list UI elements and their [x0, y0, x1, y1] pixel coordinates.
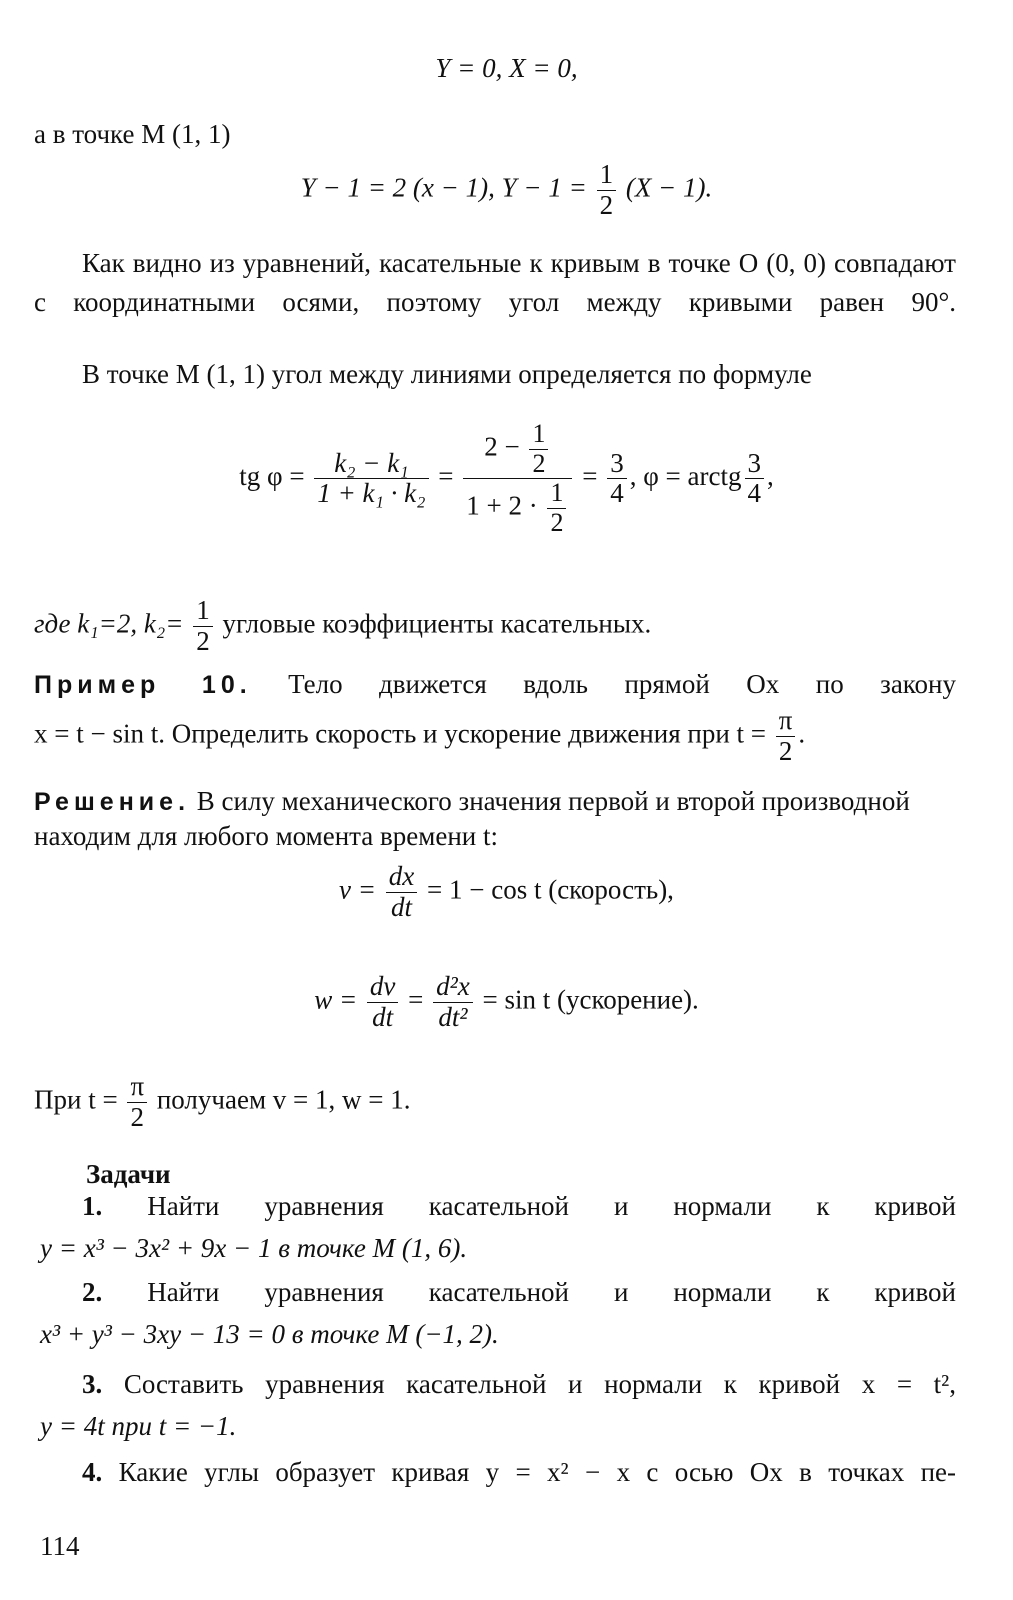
task-1-line2: y = x³ − 3x² + 9x − 1 в точке M (1, 6). [40, 1233, 468, 1263]
fraction-dx-dt: $\frac{dx}{dt}$ [386, 862, 417, 922]
fraction-inner-half-denominator: $\frac{1}{2}$ [547, 479, 566, 537]
equation-tangent-M: Y − 1 = 2 (x − 1), Y − 1 = $\frac{1}{2}$ (X − 1). [300, 159, 713, 220]
fraction-arctg-argument: $\frac{3}{4}$ [745, 449, 765, 509]
intro-point-M: а в точке M (1, 1) [34, 119, 231, 149]
fraction-pi-half-result: $\frac{\pi}{2}$ [127, 1072, 147, 1132]
fraction-one-half: $\frac{1}{2}$ [597, 160, 617, 220]
fraction-three-quarters: $\frac{3}{4}$ [607, 449, 627, 509]
example-10-line1: Пример 10. Тело движется вдоль прямой Ox по закону [34, 669, 956, 699]
paragraph-tangents-coincide: Как видно из уравнений, касательные к кривым в точке O (0, 0) совпадают с координатными осями, поэтому угол между кривыми равен 90°. [34, 248, 956, 318]
formula-tangent-angle: tg φ = $\frac{\text{k₂ − k₁}}{\text{1 + k₁ · k₂}}$ = 2 − $\frac{1}{2}$ 1 + 2 · $\frac{1}{2}$ = $\frac{3}{4}$ , φ = arctg $\frac{3}{4}$ , [239, 419, 774, 537]
fraction-k2: $\frac{1}{2}$ [193, 596, 213, 656]
fraction-pi-half: $\frac{\pi}{2}$ [776, 706, 796, 766]
example-label: Пример 10. [34, 671, 252, 699]
formula-acceleration: w = $\frac{dv}{dt}$ = $\frac{\text{d²x}}{\text{dt²}}$ = sin t (ускорение). [314, 971, 699, 1032]
equation-tangent-origin: Y = 0, X = 0, [435, 53, 578, 83]
tasks-heading: Задачи [86, 1159, 171, 1189]
fraction-k-difference: $\frac{\text{k₂ − k₁}}{\text{1 + k₁ · k₂}}$ [314, 449, 428, 509]
task-3-line2: y = 4t при t = −1. [40, 1411, 237, 1441]
task-2-line1: 2. Найти уравнения касательной и нормали к кривой [82, 1277, 957, 1307]
formula-velocity: v = $\frac{dx}{dt}$ = 1 − cos t (скорость), [339, 861, 674, 922]
fraction-d2x-dt2: $\frac{\text{d²x}}{\text{dt²}}$ [433, 972, 473, 1032]
line-slope-coefficients: где k₁=2, k₂= $\frac{1}{2}$ угловые коэффициенты касательных. [34, 595, 652, 656]
page-number: 114 [40, 1531, 80, 1561]
fraction-inner-half-numerator: $\frac{1}{2}$ [529, 420, 548, 478]
example-10-line2: x = t − sin t. Определить скорость и ускорение движения при t = $\frac{\pi}{2}$ . [34, 705, 806, 766]
task-3-line1: 3. Составить уравнения касательной и нормали к кривой x = t², [82, 1369, 957, 1399]
paragraph-angle-formula: В точке M (1, 1) угол между линиями определяется по формуле [82, 359, 812, 389]
task-4-line1: 4. Какие углы образует кривая y = x² − x с осью Ox в точках пе- [82, 1457, 956, 1487]
line-result-at-t: При t = $\frac{\pi}{2}$ получаем v = 1, w = 1. [34, 1071, 411, 1132]
task-1-line1: 1. Найти уравнения касательной и нормали к кривой [82, 1191, 957, 1221]
solution-label: Решение. [34, 788, 191, 816]
fraction-compound: 2 − $\frac{1}{2}$ 1 + 2 · $\frac{1}{2}$ [463, 420, 572, 537]
task-2-line2: x³ + y³ − 3xy − 13 = 0 в точке M (−1, 2). [40, 1319, 499, 1349]
solution-paragraph: Решение. В силу механического значения первой и второй производной находим для любого момента времени t: [34, 786, 910, 852]
fraction-dv-dt: $\frac{dv}{dt}$ [367, 972, 398, 1032]
